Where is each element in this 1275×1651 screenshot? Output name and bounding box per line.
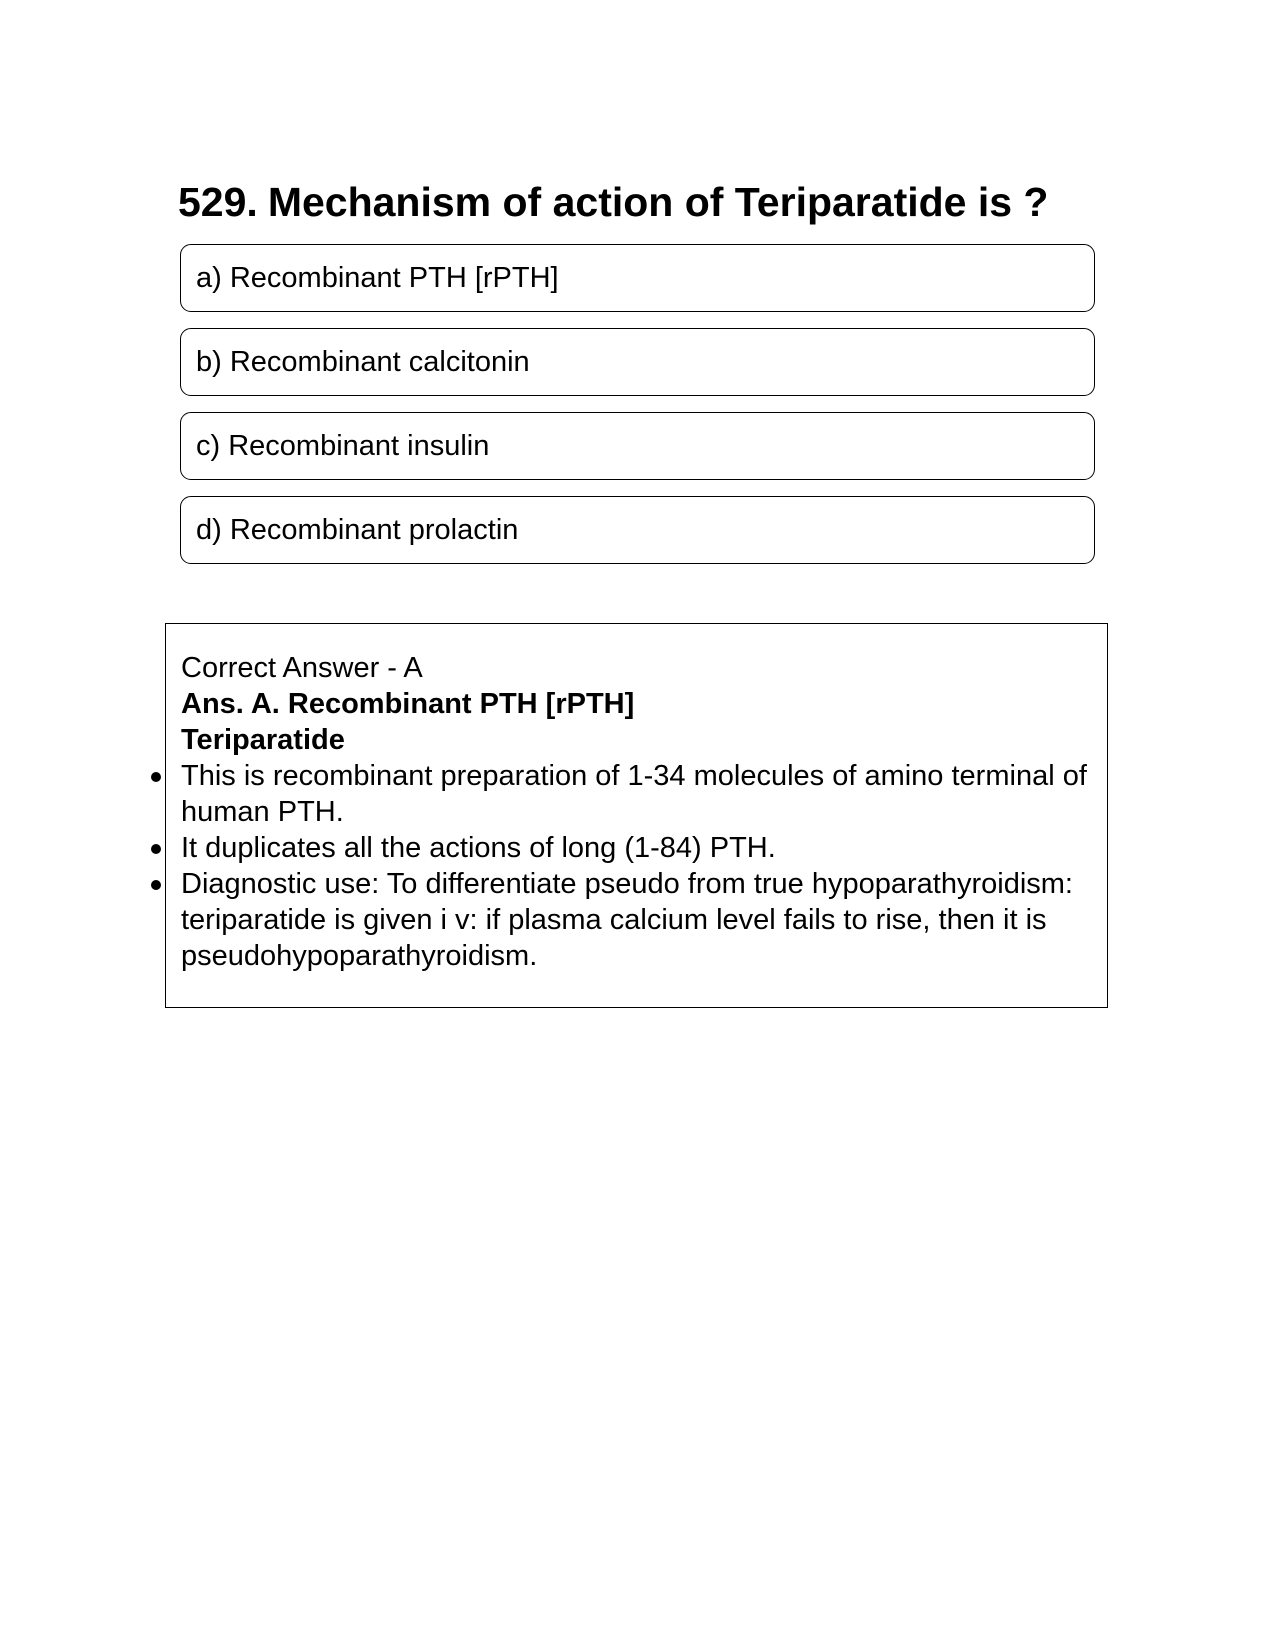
correct-answer-label: Correct Answer - A (181, 652, 423, 684)
question-number: 529. (178, 179, 258, 225)
question-text: Mechanism of action of Teriparatide is ? (267, 179, 1049, 225)
bullet-item (181, 866, 1101, 974)
answer-heading: Ans. A. Recombinant PTH [rPTH] (181, 688, 635, 720)
option-d[interactable]: d) Recombinant prolactin (180, 496, 1095, 564)
explanation-bullets (181, 758, 1101, 974)
option-c[interactable]: c) Recombinant insulin (180, 412, 1095, 480)
bullet-text: Diagnostic use: To differentiate pseudo from true hypoparathyroidism: teriparatide is given i v: if plasma calcium level fails to rise, then it is pseudohypoparathyroidism. (181, 868, 1073, 972)
bullet-dot-icon (151, 880, 161, 890)
bullet-dot-icon (151, 772, 161, 782)
answer-subheading: Teriparatide (181, 724, 345, 756)
bullet-item (181, 830, 1101, 866)
bullet-text: It duplicates all the actions of long (1-84) PTH. (181, 832, 776, 864)
question-title (178, 176, 1048, 228)
options-list (180, 244, 1095, 580)
bullet-text: This is recombinant preparation of 1-34 molecules of amino terminal of human PTH. (181, 760, 1087, 828)
bullet-item (181, 758, 1101, 830)
answer-explanation (181, 650, 1101, 974)
bullet-dot-icon (151, 844, 161, 854)
option-a[interactable]: a) Recombinant PTH [rPTH] (180, 244, 1095, 312)
option-b[interactable]: b) Recombinant calcitonin (180, 328, 1095, 396)
